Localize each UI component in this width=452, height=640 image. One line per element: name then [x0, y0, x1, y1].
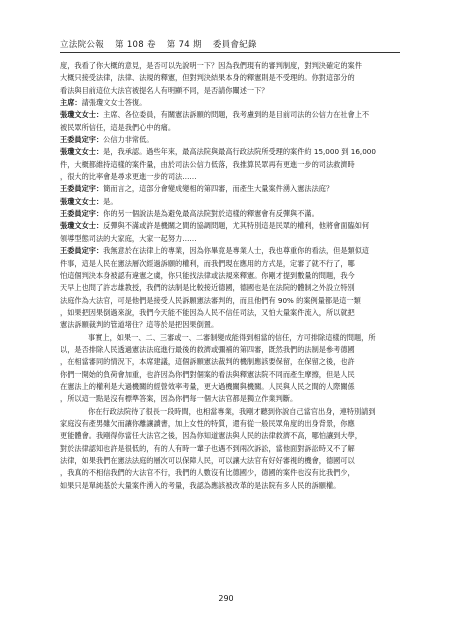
line-text: 簡而言之，這部分會變成變相的第四審，而產生大量案件湧入憲法法庭？: [103, 184, 334, 194]
transcript-line: [60, 369, 400, 381]
issue-label: 第 74 期: [166, 40, 202, 50]
line-text: 對於法律認知也許是很低的，有的人有時一輩子也遇不到兩次訴訟，當他面對訴訟時又不了解: [60, 443, 355, 453]
transcript-line: [60, 245, 400, 257]
transcript-line: [60, 97, 400, 109]
speaker-label: 張瓊文女士：: [60, 221, 104, 231]
transcript-line: [60, 134, 400, 146]
page-number: 290: [218, 594, 234, 603]
line-text: 度，我看了你大概的意見，是否可以先說明一下？因為我們現有的審判制度，對判決確定的案件: [60, 61, 362, 70]
transcript-line: [60, 183, 400, 195]
volume-label: 第 108 卷: [115, 40, 156, 50]
line-text: 看法與目前這位大法官被提名人有明顯不同，是否請你闡述一下？: [60, 85, 269, 95]
line-text: 怕這個判決本身被認有違憲之虞，你只能找法律或法規來釋憲。你剛才提到數量的問題，我今: [60, 270, 355, 280]
line-text: 法庭作為大法官，可是他們是接受人民訴願憲法審判的，而且他們有 90% 的案例量都是這一類: [60, 295, 361, 305]
transcript-line: [60, 406, 400, 418]
line-text: 法律，如果我們在憲法法庭的層次可以保障人民，可以讓大法官有好好審視的機會，德國可以: [60, 456, 355, 465]
line-text: 大概只接受法律，法律、法規的釋憲，但對判決結果本身的釋憲則是不受理的。你對這部分的: [60, 73, 355, 83]
line-text: 在憲法上的權利是大過機關的經營效率考量，更大過機關與機關。人民與人民之間的人際關係: [60, 381, 355, 391]
transcript-line: [60, 109, 400, 121]
line-text: 主席、各位委員，有關憲法訴願的問題，我考慮到的是目前司法的公信力在社會上不: [103, 110, 370, 120]
line-text: 家庭沒有產男雖欠而讓你離讓讀書，加上女性的特質，還有從一般民眾角度的出身背景，你應: [60, 418, 355, 428]
transcript-line: [60, 332, 400, 344]
transcript-line: [60, 356, 400, 368]
speaker-label: 張瓊文女士：: [60, 196, 104, 206]
speaker-label: 王委員定宇：: [60, 135, 104, 145]
transcript-line: [60, 72, 400, 84]
transcript-line: [60, 122, 400, 134]
line-text: 是，我承認。過些年來，最高法院與最高行政法院所受理的案件約 15,000 到 16,000: [103, 147, 376, 157]
transcript-line: [60, 393, 400, 405]
line-text: 被民眾所信任，這是我們心中的痛。: [60, 122, 176, 132]
transcript-line: [60, 480, 400, 492]
transcript-line: [60, 307, 400, 319]
line-text: 如果只是單純基於大量案件湧入的考量，我認為應該被改革的是法院有多人民的訴願權。: [60, 480, 341, 490]
line-text: 你的另一個說法是為避免最高法院對於這樣的釋憲會有反彈與不滿。: [103, 209, 319, 219]
line-text: 件，大概都維持這樣的案件量，由於司法公信力低落，我推算民眾再有更進一步的司法救濟時: [60, 159, 355, 169]
transcript-line: [60, 233, 400, 245]
line-text: 反彈與不滿或許是機關之間的協調問題，尤其特別這是民眾的權利，他將會面臨如何: [103, 221, 370, 231]
line-text: 天早上也問了許志雄教授，我們的法制是比較接近德國，德國也是在法院的體制之外設立特別: [60, 283, 355, 293]
speaker-label: 王委員定宇：: [60, 209, 104, 219]
page-header: [60, 38, 400, 50]
publication-title: 立法院公報: [60, 40, 105, 50]
transcript-line: [60, 270, 400, 282]
transcript-line: [60, 85, 400, 97]
line-text: 件事，這是人民在憲法層次經過訴願的權利，而我們現在應用的方式是，定審了就不行了，哪: [60, 258, 355, 268]
transcript-line: [60, 60, 400, 72]
speaker-label: 張瓊文女士：: [60, 110, 104, 120]
line-text: 請張瓊文女士答復。: [81, 98, 147, 108]
line-text: 更能體會。我剛得你當任大法官之後，因為你知道憲法與人民的法律救濟不高，哪怕讓到大學，: [60, 431, 362, 441]
line-text: 憲法訴願裁判的管道堵住？這等於是把因果倒置。: [60, 320, 219, 330]
line-text: ，很大的比率會是尋求更進一步的司法……: [60, 172, 197, 182]
line-text: 你在行政法院待了很長一段時間，也相當專業，我剛才聽到你說自己當官出身，連特別請到: [88, 406, 376, 416]
transcript-line: [60, 455, 400, 467]
line-text: ，我真的不相信我們的大法官不行，我們的人數沒有比德國少，德國的案件也沒有比我們少，: [60, 468, 355, 478]
transcript-line: [60, 171, 400, 183]
speaker-label: 張瓊文女士：: [60, 147, 104, 157]
speaker-label: 王委員定宇：: [60, 184, 104, 194]
transcript-line: [60, 381, 400, 393]
line-text: 以，是否排除人民透過憲法法庭進行最後的救濟或彌補的第四審，既然我們的法制是參考德國: [60, 344, 355, 354]
transcript-line: [60, 196, 400, 208]
line-text: ，所以這一點是沒有標準答案，因為你們每一個大法官都是獨立作業判斷。: [60, 394, 298, 404]
line-text: ，如果把因果倒過來說，我們今天能不能因為人民不信任司法，又怕大量案件流入，所以就把: [60, 307, 355, 317]
section-label: 委員會紀錄: [212, 40, 257, 50]
header-divider: [60, 52, 400, 53]
transcript-line: [60, 146, 400, 158]
line-text: 事實上，如果一、二、三審或一、二審制變成能得到相當的信任，方可排除這樣的問題，所: [88, 332, 376, 342]
line-text: 領導型態司法的大家庭，大家一起努力……: [60, 233, 197, 243]
transcript-line: [60, 430, 400, 442]
transcript-body: [60, 60, 400, 550]
transcript-line: [60, 282, 400, 294]
line-text: 你們一開始的負荷會加重，也許因為你們對個案的看法與釋憲法院不同而產生摩擦，但是人民: [60, 369, 355, 379]
transcript-line: [60, 319, 400, 331]
line-text: 是。: [103, 196, 118, 206]
transcript-line: [60, 344, 400, 356]
line-text: ，在相當審同的情況下，本席建議，這個訴願憲法裁判的機制應該要保留，在保留之後，也許: [60, 357, 355, 367]
speaker-label: 王委員定宇：: [60, 246, 104, 256]
transcript-line: [60, 258, 400, 270]
transcript-line: [60, 418, 400, 430]
transcript-line: [60, 295, 400, 307]
transcript-line: [60, 159, 400, 171]
transcript-line: [60, 443, 400, 455]
speaker-label: 主席：: [60, 98, 82, 108]
transcript-line: [60, 467, 400, 479]
transcript-line: [60, 220, 400, 232]
transcript-line: [60, 208, 400, 220]
line-text: 我無意於在法律上的專業，因為你畢竟是專業人士，我也尊重你的看法，但是類似這: [103, 246, 370, 256]
line-text: 公信力非常低。: [103, 135, 154, 145]
